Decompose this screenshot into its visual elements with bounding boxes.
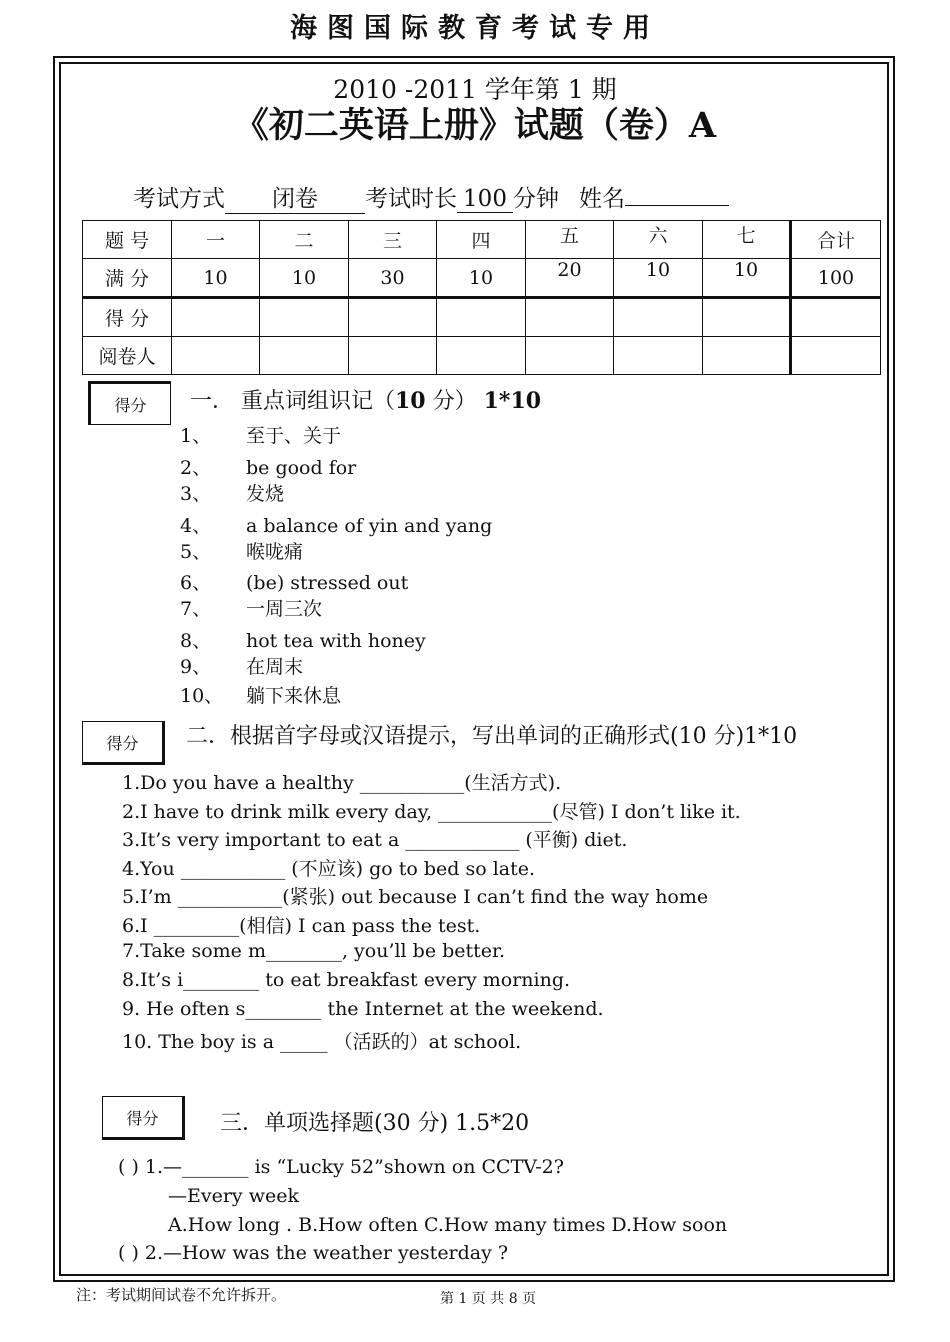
section1-heading-suffix: 分）	[425, 389, 484, 414]
full-mark-cell: 10	[437, 259, 526, 298]
column-header: 一	[172, 221, 260, 259]
section1-heading	[190, 384, 541, 415]
grader-cell[interactable]	[260, 337, 349, 375]
exam-info-line	[133, 180, 729, 214]
row-label: 题 号	[83, 221, 172, 259]
question-line: 3.It’s very important to eat a ____________ (平衡) diet.	[122, 829, 628, 851]
item-text: 发烧	[246, 483, 285, 505]
list-item	[180, 453, 356, 480]
section2-score-box: 得分	[82, 721, 165, 765]
mc-answer-sample: —Every week	[168, 1185, 299, 1207]
item-text: 喉咙痛	[246, 541, 304, 563]
section1-heading-prefix: 一． 重点词组识记（	[190, 389, 395, 414]
name-label: 姓名	[579, 186, 625, 212]
item-number: 4、	[180, 515, 212, 537]
question-line: 8.It’s i________ to eat breakfast every morning.	[122, 969, 571, 991]
section1-heading-scoring: 1*10	[483, 388, 542, 414]
table-row-question-numbers	[83, 221, 881, 259]
footer-note: 注：考试期间试卷不允许拆开。	[76, 1286, 287, 1304]
question-line: 5.I’m ___________(紧张) out because I can’t find the way home	[122, 886, 709, 908]
table-row-full-marks	[83, 259, 881, 298]
item-number: 2、	[180, 457, 212, 479]
full-mark-cell: 10	[703, 259, 791, 298]
list-item	[180, 421, 341, 448]
list-item	[180, 652, 303, 679]
score-cell[interactable]	[349, 298, 437, 337]
score-cell[interactable]	[703, 298, 791, 337]
mc-question: ( ) 2.—How was the weather yesterday ?	[118, 1242, 509, 1264]
question-line: 4.You ___________ (不应该) go to bed so late.	[122, 858, 536, 880]
item-text: (be) stressed out	[246, 572, 409, 594]
section3-score-box: 得分	[102, 1096, 185, 1140]
full-mark-cell: 30	[349, 259, 437, 298]
score-cell[interactable]	[614, 298, 703, 337]
list-item	[180, 626, 426, 653]
mode-value[interactable]: 闭卷	[225, 180, 365, 214]
list-item	[180, 537, 303, 564]
duration-value[interactable]: 100	[457, 186, 513, 213]
column-header: 七	[703, 221, 791, 259]
item-text: 至于、关于	[246, 425, 342, 447]
grader-cell[interactable]	[703, 337, 791, 375]
grader-cell[interactable]	[172, 337, 260, 375]
full-mark-cell: 10	[260, 259, 349, 298]
item-number: 3、	[180, 483, 212, 505]
header-banner: 海图国际教育考试专用	[290, 13, 660, 44]
full-mark-cell: 10	[172, 259, 260, 298]
question-line: 6.I _________(相信) I can pass the test.	[122, 915, 481, 937]
page-number: 第 1 页 共 8 页	[440, 1291, 537, 1307]
exam-title: 《初二英语上册》试题（卷）A	[233, 105, 717, 146]
question-line: 1.Do you have a healthy ___________(生活方式).	[122, 772, 562, 794]
grader-cell[interactable]	[614, 337, 703, 375]
score-cell[interactable]	[172, 298, 260, 337]
score-cell[interactable]	[526, 298, 614, 337]
item-text: 躺下来休息	[246, 685, 342, 707]
list-item	[180, 511, 492, 538]
list-item	[180, 594, 322, 621]
row-label: 阅卷人	[83, 337, 172, 375]
section3-heading: 三．单项选择题(30 分) 1.5*20	[220, 1111, 530, 1136]
column-header: 合计	[791, 221, 881, 259]
item-number: 5、	[180, 541, 212, 563]
list-item	[180, 479, 284, 506]
grader-cell[interactable]	[349, 337, 437, 375]
item-number: 7、	[180, 598, 212, 620]
full-mark-cell: 100	[791, 259, 881, 298]
mode-label: 考试方式	[133, 186, 225, 212]
name-field[interactable]	[625, 205, 729, 206]
item-number: 8、	[180, 630, 212, 652]
item-number: 6、	[180, 572, 212, 594]
item-number: 9、	[180, 656, 212, 678]
item-text: hot tea with honey	[246, 630, 426, 652]
duration-label: 考试时长	[365, 186, 457, 212]
section2-heading: 二．根据首字母或汉语提示，写出单词的正确形式(10 分)1*10	[186, 724, 798, 749]
grader-cell[interactable]	[526, 337, 614, 375]
row-label: 得 分	[83, 298, 172, 337]
score-cell[interactable]	[437, 298, 526, 337]
table-row-score	[83, 298, 881, 337]
duration-unit: 分钟	[513, 186, 559, 212]
item-text: 在周末	[246, 656, 304, 678]
question-line: 10. The boy is a _____ （活跃的）at school.	[122, 1031, 522, 1053]
column-header: 六	[614, 221, 703, 259]
item-number: 1、	[180, 425, 212, 447]
term-line: 2010 -2011 学年第 1 期	[333, 75, 617, 104]
question-line: 2.I have to drink milk every day, ____________(尽管) I don’t like it.	[122, 801, 741, 823]
column-header: 四	[437, 221, 526, 259]
item-number: 10、	[180, 685, 224, 707]
item-text: 一周三次	[246, 598, 323, 620]
mc-options: A.How long . B.How often C.How many times D.How soon	[168, 1214, 728, 1236]
grader-cell[interactable]	[437, 337, 526, 375]
full-mark-cell: 10	[614, 259, 703, 298]
item-text: a balance of yin and yang	[246, 515, 493, 537]
section1-heading-points: 10	[395, 388, 426, 414]
mc-question: ( ) 1.—_______ is “Lucky 52”shown on CCTV-2?	[118, 1156, 564, 1178]
question-line: 9. He often s________ the Internet at the weekend.	[122, 998, 604, 1020]
full-mark-cell: 20	[526, 259, 614, 298]
section1-score-box: 得分	[88, 381, 171, 425]
column-header: 五	[526, 221, 614, 259]
score-cell[interactable]	[260, 298, 349, 337]
grader-cell[interactable]	[791, 337, 881, 375]
question-line: 7.Take some m________, you’ll be better.	[122, 940, 506, 962]
table-row-grader	[83, 337, 881, 375]
row-label: 满 分	[83, 259, 172, 298]
score-table	[82, 220, 881, 375]
list-item	[180, 681, 341, 708]
column-header: 二	[260, 221, 349, 259]
list-item	[180, 568, 408, 595]
column-header: 三	[349, 221, 437, 259]
item-text: be good for	[246, 457, 357, 479]
score-cell[interactable]	[791, 298, 881, 337]
